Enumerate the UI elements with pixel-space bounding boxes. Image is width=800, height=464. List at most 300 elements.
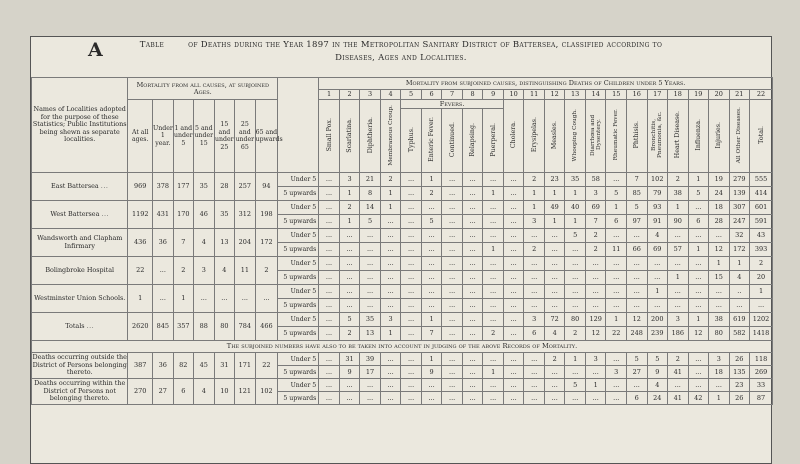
cause-count-cell: 23 [544, 173, 565, 187]
cause-count-cell: ... [462, 299, 483, 313]
cause-count-cell: 5 [688, 187, 709, 201]
cause-count-cell: 69 [585, 201, 606, 215]
table-letter: A [88, 39, 103, 61]
cause-count-cell: ... [565, 392, 586, 405]
cause-count-cell: ... [483, 271, 504, 285]
cause-count-cell: ... [688, 229, 709, 243]
age-count-cell: 88 [194, 313, 215, 341]
cause-count-cell: ... [524, 271, 545, 285]
age-count-cell: 257 [235, 173, 256, 201]
cause-count-cell: 3 [524, 215, 545, 229]
cause-count-cell: 9 [339, 366, 360, 379]
cause-count-cell: 414 [750, 187, 773, 201]
cause-count-cell: ... [483, 173, 504, 187]
cause-count-cell: 80 [709, 327, 730, 341]
cause-count-cell: 1 [483, 366, 504, 379]
age-count-cell: 22 [255, 353, 278, 379]
cause-label-16: Phthisis. [633, 121, 641, 149]
cause-count-cell: 5 [360, 215, 381, 229]
cause-count-cell: ... [360, 379, 381, 392]
locality-name-cell [32, 313, 128, 341]
age-count-cell: ... [153, 285, 174, 313]
cause-count-cell: ... [503, 327, 524, 341]
cause-count-cell: 39 [360, 353, 381, 366]
cause-count-cell: 22 [606, 327, 627, 341]
cause-count-cell: ... [503, 379, 524, 392]
age-count-cell: 1 [128, 285, 153, 313]
cause-count-cell: 23 [729, 379, 750, 392]
cause-count-cell: ... [442, 173, 463, 187]
cause-count-cell: 12 [626, 313, 647, 327]
cause-count-cell: 172 [729, 243, 750, 257]
age-count-cell: 1192 [128, 201, 153, 229]
table-row [32, 313, 773, 327]
cause-label-8: Relapsing. [469, 122, 477, 157]
locality-name: Westminster Union Schools. [34, 293, 126, 302]
cause-count-cell: ... [401, 353, 422, 366]
age-count-cell: 11 [235, 257, 256, 285]
cause-count-cell: 102 [647, 173, 668, 187]
cause-count-cell: ... [688, 353, 709, 366]
cause-number-10: 10 [503, 90, 524, 100]
cause-number-21: 21 [729, 90, 750, 100]
cause-count-cell: ... [709, 229, 730, 243]
cause-number-9: 9 [483, 90, 504, 100]
cause-count-cell: ... [524, 285, 545, 299]
cause-count-cell: ... [380, 392, 401, 405]
cause-count-cell: 619 [729, 313, 750, 327]
cause-count-cell: 35 [565, 173, 586, 187]
cause-count-cell: 247 [729, 215, 750, 229]
cause-count-cell: ... [462, 327, 483, 341]
cause-count-cell: 17 [360, 366, 381, 379]
cause-count-cell: 87 [750, 392, 773, 405]
age-class-label: 5 upwards [278, 366, 319, 379]
cause-count-cell: 1 [606, 313, 627, 327]
age-class-label: 5 upwards [278, 271, 319, 285]
cause-count-cell: ... [339, 392, 360, 405]
cause-count-cell: ... [380, 229, 401, 243]
cause-header-16 [626, 100, 647, 173]
locality-leader-dots: ... [86, 321, 95, 330]
all-causes-header: Mortality from all causes, at subjoined Ages. [128, 78, 278, 100]
table-row [32, 229, 773, 243]
cause-count-cell: ... [401, 366, 422, 379]
cause-count-cell: 9 [647, 366, 668, 379]
cause-count-cell: ... [503, 187, 524, 201]
age-count-cell: 1 [173, 285, 194, 313]
cause-count-cell: ... [606, 285, 627, 299]
cause-count-cell: 5 [565, 229, 586, 243]
cause-count-cell: 1202 [750, 313, 773, 327]
age-count-cell: 4 [194, 379, 215, 405]
cause-count-cell: ... [544, 392, 565, 405]
cause-count-cell: 5 [647, 353, 668, 366]
cause-count-cell: ... [709, 299, 730, 313]
age-count-cell: 270 [128, 379, 153, 405]
cause-count-cell: ... [319, 271, 340, 285]
cause-count-cell: 3 [585, 187, 606, 201]
age-class-label: Under 5 [278, 353, 319, 366]
locality-name: Totals [65, 321, 85, 330]
cause-count-cell: ... [606, 353, 627, 366]
table-row [32, 201, 773, 215]
cause-count-cell: 3 [339, 173, 360, 187]
cause-label-13: Whooping Cough. [572, 108, 579, 162]
cause-count-cell: 58 [585, 173, 606, 187]
cause-count-cell: ... [462, 366, 483, 379]
cause-count-cell: 1 [729, 257, 750, 271]
cause-count-cell: 1 [339, 187, 360, 201]
cause-count-cell: ... [442, 201, 463, 215]
cause-count-cell: ... [585, 392, 606, 405]
cause-count-cell: 24 [709, 187, 730, 201]
cause-label-18: Heart Disease. [674, 111, 682, 159]
locality-column-header: Names of Localities adopted for the purpose of these Statistics; Public Institutions being shewn as separate localities. [32, 78, 128, 173]
cause-count-cell: 93 [647, 201, 668, 215]
table-row [32, 257, 773, 271]
cause-header-6 [421, 109, 442, 173]
cause-label-7: Continued. [448, 121, 456, 158]
age-class-label: 5 upwards [278, 243, 319, 257]
locality-name-cell [32, 353, 128, 379]
cause-label-17: Bronchitis, Pneumonia, &c. [651, 111, 664, 159]
cause-count-cell: ... [626, 229, 647, 243]
cause-count-cell: 1 [544, 187, 565, 201]
cause-count-cell: 32 [729, 229, 750, 243]
cause-count-cell: 6 [606, 215, 627, 229]
cause-count-cell: ... [524, 299, 545, 313]
cause-number-5: 5 [401, 90, 422, 100]
cause-count-cell: ... [524, 353, 545, 366]
cause-count-cell: 1 [524, 201, 545, 215]
cause-count-cell: 1 [380, 201, 401, 215]
cause-label-21: All Other Diseases. [736, 106, 743, 164]
cause-count-cell: ... [401, 243, 422, 257]
cause-count-cell: 135 [729, 366, 750, 379]
cause-count-cell: 40 [565, 201, 586, 215]
cause-count-cell: ... [606, 379, 627, 392]
cause-count-cell: ... [360, 271, 381, 285]
cause-count-cell: ... [319, 215, 340, 229]
cause-count-cell: 42 [688, 392, 709, 405]
age-count-cell: 82 [173, 353, 194, 379]
cause-count-cell: ... [319, 285, 340, 299]
cause-count-cell: 1 [421, 313, 442, 327]
cause-count-cell: 13 [360, 327, 381, 341]
cause-count-cell: 1 [565, 187, 586, 201]
cause-count-cell: 1 [709, 257, 730, 271]
cause-count-cell: ... [688, 366, 709, 379]
cause-count-cell: ... [606, 173, 627, 187]
age-group-header-3: 5 and under 15 [194, 100, 215, 173]
cause-count-cell: 27 [626, 366, 647, 379]
cause-count-cell: 139 [729, 187, 750, 201]
age-count-cell: 31 [214, 353, 235, 379]
age-class-label: Under 5 [278, 285, 319, 299]
cause-count-cell: ... [606, 299, 627, 313]
cause-count-cell: ... [688, 285, 709, 299]
cause-count-cell: ... [319, 173, 340, 187]
cause-count-cell: 1 [606, 201, 627, 215]
mortality-table [31, 77, 773, 405]
age-count-cell: ... [214, 285, 235, 313]
age-count-cell: 10 [214, 379, 235, 405]
cause-count-cell: .. [729, 285, 750, 299]
cause-count-cell: 49 [544, 201, 565, 215]
cause-count-cell: ... [585, 285, 606, 299]
cause-count-cell: ... [483, 215, 504, 229]
cause-count-cell: 20 [750, 271, 773, 285]
cause-count-cell: 66 [626, 243, 647, 257]
cause-count-cell: 24 [647, 392, 668, 405]
cause-label-5: Typhus. [407, 126, 415, 153]
cause-count-cell: ... [360, 285, 381, 299]
cause-count-cell: ... [442, 366, 463, 379]
causes-header: Mortality from subjoined causes, distinguishing Deaths of Children under 5 Years. [319, 78, 773, 90]
cause-count-cell: 1 [339, 215, 360, 229]
table-row [32, 379, 773, 392]
cause-count-cell: ... [421, 229, 442, 243]
cause-count-cell: 3 [524, 313, 545, 327]
cause-number-4: 4 [380, 90, 401, 100]
cause-count-cell: ... [503, 271, 524, 285]
cause-count-cell: ... [442, 327, 463, 341]
cause-count-cell: ... [524, 392, 545, 405]
cause-count-cell: 129 [585, 313, 606, 327]
age-group-header-6: 65 and upwards [255, 100, 278, 173]
cause-header-13 [565, 100, 586, 173]
cause-count-cell: 85 [626, 187, 647, 201]
cause-header-22 [750, 100, 773, 173]
cause-count-cell: 1 [647, 285, 668, 299]
cause-count-cell: 1 [421, 353, 442, 366]
cause-count-cell: ... [462, 379, 483, 392]
age-count-cell: 378 [153, 173, 174, 201]
age-count-cell: 466 [255, 313, 278, 341]
cause-count-cell: 1 [668, 271, 689, 285]
age-count-cell: 2 [255, 257, 278, 285]
cause-count-cell: ... [647, 257, 668, 271]
cause-count-cell: 8 [360, 187, 381, 201]
age-class-label: 5 upwards [278, 327, 319, 341]
cause-count-cell: ... [524, 366, 545, 379]
age-count-cell: 171 [235, 353, 256, 379]
cause-count-cell: 26 [729, 353, 750, 366]
cause-header-19 [688, 100, 709, 173]
age-class-label: 5 upwards [278, 299, 319, 313]
cause-count-cell: 118 [750, 353, 773, 366]
cause-count-cell: 279 [729, 173, 750, 187]
cause-count-cell: ... [503, 299, 524, 313]
cause-count-cell: 2 [524, 173, 545, 187]
cause-count-cell: ... [565, 285, 586, 299]
cause-count-cell: 393 [750, 243, 773, 257]
cause-count-cell: ... [319, 243, 340, 257]
cause-count-cell: 6 [688, 215, 709, 229]
cause-count-cell: ... [442, 187, 463, 201]
age-count-cell: 35 [194, 173, 215, 201]
cause-count-cell: ... [421, 379, 442, 392]
cause-count-cell: ... [339, 229, 360, 243]
cause-count-cell: ... [503, 215, 524, 229]
cause-count-cell: 1 [688, 313, 709, 327]
cause-count-cell: ... [626, 379, 647, 392]
cause-count-cell: 7 [626, 173, 647, 187]
cause-count-cell: ... [462, 271, 483, 285]
note-row [32, 341, 773, 353]
cause-number-20: 20 [709, 90, 730, 100]
age-count-cell: 36 [153, 353, 174, 379]
cause-count-cell: ... [360, 257, 381, 271]
cause-count-cell: 1 [380, 327, 401, 341]
cause-count-cell: ... [421, 299, 442, 313]
cause-count-cell: ... [401, 201, 422, 215]
cause-count-cell: 35 [360, 313, 381, 327]
cause-count-cell: ... [524, 257, 545, 271]
cause-number-2: 2 [339, 90, 360, 100]
cause-count-cell: ... [503, 353, 524, 366]
cause-count-cell: 2 [565, 327, 586, 341]
age-count-cell: 6 [173, 379, 194, 405]
table-title [31, 39, 771, 65]
cause-count-cell: ... [688, 299, 709, 313]
cause-count-cell: ... [462, 229, 483, 243]
age-class-label: Under 5 [278, 257, 319, 271]
cause-count-cell: ... [585, 271, 606, 285]
cause-label-4: Membranous Croup. [387, 104, 394, 166]
cause-count-cell: ... [544, 379, 565, 392]
cause-header-3 [360, 100, 381, 173]
age-count-cell: 387 [128, 353, 153, 379]
cause-count-cell: ... [462, 187, 483, 201]
age-count-cell: 436 [128, 229, 153, 257]
cause-number-6: 6 [421, 90, 442, 100]
age-count-cell: 172 [255, 229, 278, 257]
cause-count-cell: 2 [544, 353, 565, 366]
locality-name: Deaths occurring outside the District of Persons belonging thereto. [32, 353, 127, 377]
cause-count-cell: ... [585, 299, 606, 313]
cause-count-cell: ... [380, 257, 401, 271]
age-count-cell: 102 [255, 379, 278, 405]
title-line2: Diseases, Ages and Localities. [335, 53, 467, 63]
locality-name: West Battersea [50, 209, 100, 218]
cause-count-cell: ... [380, 353, 401, 366]
locality-name-cell [32, 173, 128, 201]
cause-count-cell: ... [339, 379, 360, 392]
locality-name: Wandsworth and Clapham Infirmary [37, 234, 123, 250]
cause-count-cell: ... [668, 299, 689, 313]
cause-count-cell: 18 [709, 201, 730, 215]
cause-count-cell: 2 [421, 187, 442, 201]
cause-count-cell: 5 [339, 313, 360, 327]
age-class-label: 5 upwards [278, 392, 319, 405]
cause-count-cell: 5 [565, 379, 586, 392]
cause-count-cell: ... [462, 243, 483, 257]
cause-label-22: Total. [757, 126, 765, 144]
age-count-cell: ... [153, 257, 174, 285]
cause-label-2: Scarlatina. [346, 117, 354, 153]
cause-count-cell: ... [544, 366, 565, 379]
cause-count-cell: ... [688, 379, 709, 392]
cause-count-cell: 3 [606, 366, 627, 379]
cause-count-cell: ... [319, 299, 340, 313]
cause-count-cell: ... [401, 229, 422, 243]
cause-count-cell: ... [421, 201, 442, 215]
cause-count-cell: 11 [606, 243, 627, 257]
age-count-cell: 22 [128, 257, 153, 285]
cause-count-cell: 26 [729, 392, 750, 405]
cause-count-cell: ... [483, 257, 504, 271]
locality-name-cell [32, 285, 128, 313]
cause-count-cell: ... [401, 173, 422, 187]
cause-number-1: 1 [319, 90, 340, 100]
cause-count-cell: 6 [524, 327, 545, 341]
cause-count-cell: ... [380, 215, 401, 229]
age-count-cell: 2 [173, 257, 194, 285]
cause-count-cell: 12 [709, 243, 730, 257]
cause-count-cell: ... [442, 271, 463, 285]
locality-leader-dots: ... [101, 209, 110, 218]
cause-header-7 [442, 109, 463, 173]
locality-name: Bolingbroke Hospital [45, 265, 115, 274]
cause-number-3: 3 [360, 90, 381, 100]
table-row [32, 173, 773, 187]
locality-name: East Battersea [51, 181, 99, 190]
age-count-cell: 170 [173, 201, 194, 229]
age-count-cell: 35 [214, 201, 235, 229]
cause-count-cell: 9 [421, 366, 442, 379]
cause-count-cell: ... [503, 392, 524, 405]
cause-header-2 [339, 100, 360, 173]
cause-count-cell: ... [626, 257, 647, 271]
cause-count-cell: 2 [380, 173, 401, 187]
cause-count-cell: 57 [668, 243, 689, 257]
cause-count-cell: 4 [729, 271, 750, 285]
cause-count-cell: ... [319, 353, 340, 366]
cause-count-cell: ... [503, 257, 524, 271]
cause-count-cell: 2 [668, 173, 689, 187]
cause-count-cell: ... [503, 173, 524, 187]
cause-header-11 [524, 100, 545, 173]
cause-header-21 [729, 100, 750, 173]
cause-count-cell: ... [626, 271, 647, 285]
cause-count-cell: ... [606, 229, 627, 243]
cause-count-cell: 79 [647, 187, 668, 201]
cause-header-8 [462, 109, 483, 173]
cause-count-cell: 601 [750, 201, 773, 215]
cause-count-cell: 2 [585, 243, 606, 257]
cause-number-15: 15 [606, 90, 627, 100]
cause-count-cell: ... [421, 392, 442, 405]
age-count-cell: 4 [194, 229, 215, 257]
age-count-cell: 36 [153, 229, 174, 257]
cause-count-cell: 2 [585, 229, 606, 243]
cause-count-cell: 4 [647, 229, 668, 243]
cause-count-cell: ... [483, 379, 504, 392]
cause-count-cell: ... [606, 257, 627, 271]
cause-count-cell: ... [380, 271, 401, 285]
cause-count-cell: ... [462, 313, 483, 327]
cause-count-cell: ... [668, 229, 689, 243]
locality-name-cell [32, 201, 128, 229]
cause-count-cell: 33 [750, 379, 773, 392]
cause-count-cell: ... [421, 285, 442, 299]
cause-number-14: 14 [585, 90, 606, 100]
cause-count-cell: ... [503, 313, 524, 327]
age-count-cell: 312 [235, 201, 256, 229]
cause-count-cell: ... [544, 271, 565, 285]
